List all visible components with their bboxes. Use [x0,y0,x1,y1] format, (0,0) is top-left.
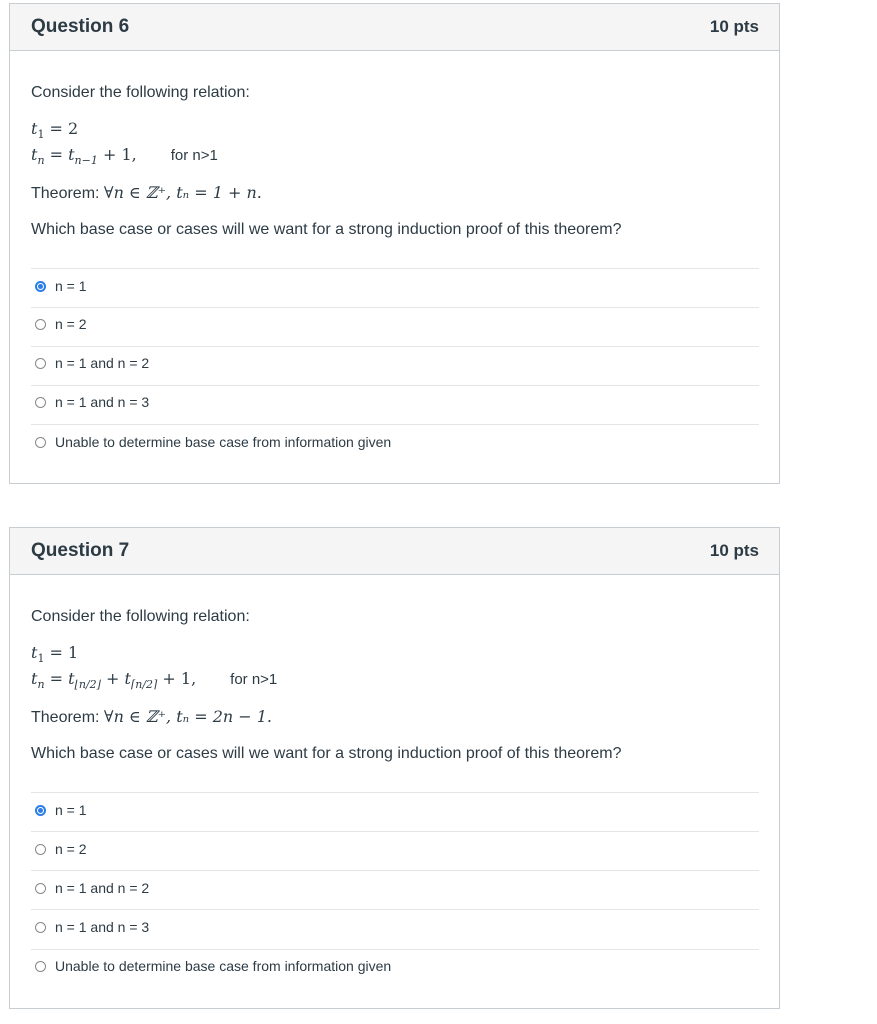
radio-icon[interactable] [35,437,46,448]
eq-lhs-sub: n [37,154,45,167]
eq-sub: 1 [37,652,45,665]
eq-lhs-sub: n [37,678,45,691]
question-title: Question 7 [31,540,130,561]
eq-tail: + 1, [97,145,137,164]
eq-term-sub: ⌈n/2⌉ [130,678,158,691]
question-title: Question 6 [31,16,130,37]
equation-recurrence [31,145,218,167]
theorem-label: Theorem: [31,709,104,726]
answer-option[interactable] [35,434,391,450]
eq-term-sub: n−1 [74,154,98,167]
divider [31,831,759,832]
answer-label: n = 2 [55,316,87,332]
eq-term-sub: ⌊n/2⌋ [74,678,101,691]
eq-var: t [31,643,38,662]
eq-sub: 1 [37,128,45,141]
intro-text: Consider the following relation: [31,608,250,625]
answer-option[interactable] [35,355,149,371]
eq-lhs: t [31,669,38,688]
eq-term: t [68,145,75,164]
divider [31,307,759,308]
eq-rest: = 1 [44,643,79,662]
radio-selected-icon[interactable] [35,281,46,292]
question-prompt: Which base case or cases will we want for a strong induction proof of this theorem? [31,745,622,762]
radio-icon[interactable] [35,922,46,933]
divider [31,949,759,950]
eq-rest: = 2 [44,119,79,138]
answer-option[interactable] [35,841,87,857]
divider [31,870,759,871]
equation-base [31,643,78,665]
answer-label: n = 1 [55,802,87,818]
answer-option[interactable] [35,394,149,410]
answer-label: Unable to determine base case from information given [55,958,392,974]
equation-base [31,119,78,141]
intro-text: Consider the following relation: [31,84,250,101]
eq-plus: + [100,669,125,688]
answer-label: n = 1 and n = 3 [55,394,150,410]
radio-icon[interactable] [35,397,46,408]
radio-icon[interactable] [35,319,46,330]
divider [31,346,759,347]
divider [31,385,759,386]
question-6 [9,3,780,484]
answer-option[interactable] [35,278,87,294]
eq-equals: = [44,145,69,164]
theorem [31,707,272,727]
equation-recurrence [31,669,277,691]
divider [31,268,759,269]
question-points: 10 pts [709,17,759,36]
eq-var: t [31,119,38,138]
answer-label: n = 1 [55,278,87,294]
divider [31,424,759,425]
eq-tail: + 1, [157,669,197,688]
answer-label: n = 1 and n = 3 [55,919,150,935]
radio-icon[interactable] [35,961,46,972]
answer-label: n = 1 and n = 2 [55,355,150,371]
question-prompt: Which base case or cases will we want for a strong induction proof of this theorem? [31,221,622,238]
condition-text: for n>1 [230,671,278,688]
divider [31,792,759,793]
radio-selected-icon[interactable] [35,805,46,816]
answer-option[interactable] [35,958,391,974]
theorem-math: ∀n ∈ ℤ⁺, tₙ = 1 + n. [103,183,262,202]
eq-term: t [68,669,75,688]
eq-term: t [124,669,131,688]
theorem-math: ∀n ∈ ℤ⁺, tₙ = 2n − 1. [103,707,273,726]
radio-icon[interactable] [35,883,46,894]
answer-label: n = 2 [55,841,87,857]
answer-option[interactable] [35,919,149,935]
radio-icon[interactable] [35,844,46,855]
question-points: 10 pts [709,541,759,560]
answer-option[interactable] [35,802,87,818]
condition-text: for n>1 [170,147,218,164]
answer-option[interactable] [35,316,87,332]
question-header [10,528,779,575]
question-7 [9,527,780,1009]
answer-label: n = 1 and n = 2 [55,880,150,896]
theorem [31,183,262,203]
question-header [10,4,779,51]
eq-equals: = [44,669,69,688]
theorem-label: Theorem: [31,185,104,202]
eq-lhs: t [31,145,38,164]
divider [31,909,759,910]
answer-label: Unable to determine base case from information given [55,434,392,450]
radio-icon[interactable] [35,358,46,369]
answer-option[interactable] [35,880,149,896]
